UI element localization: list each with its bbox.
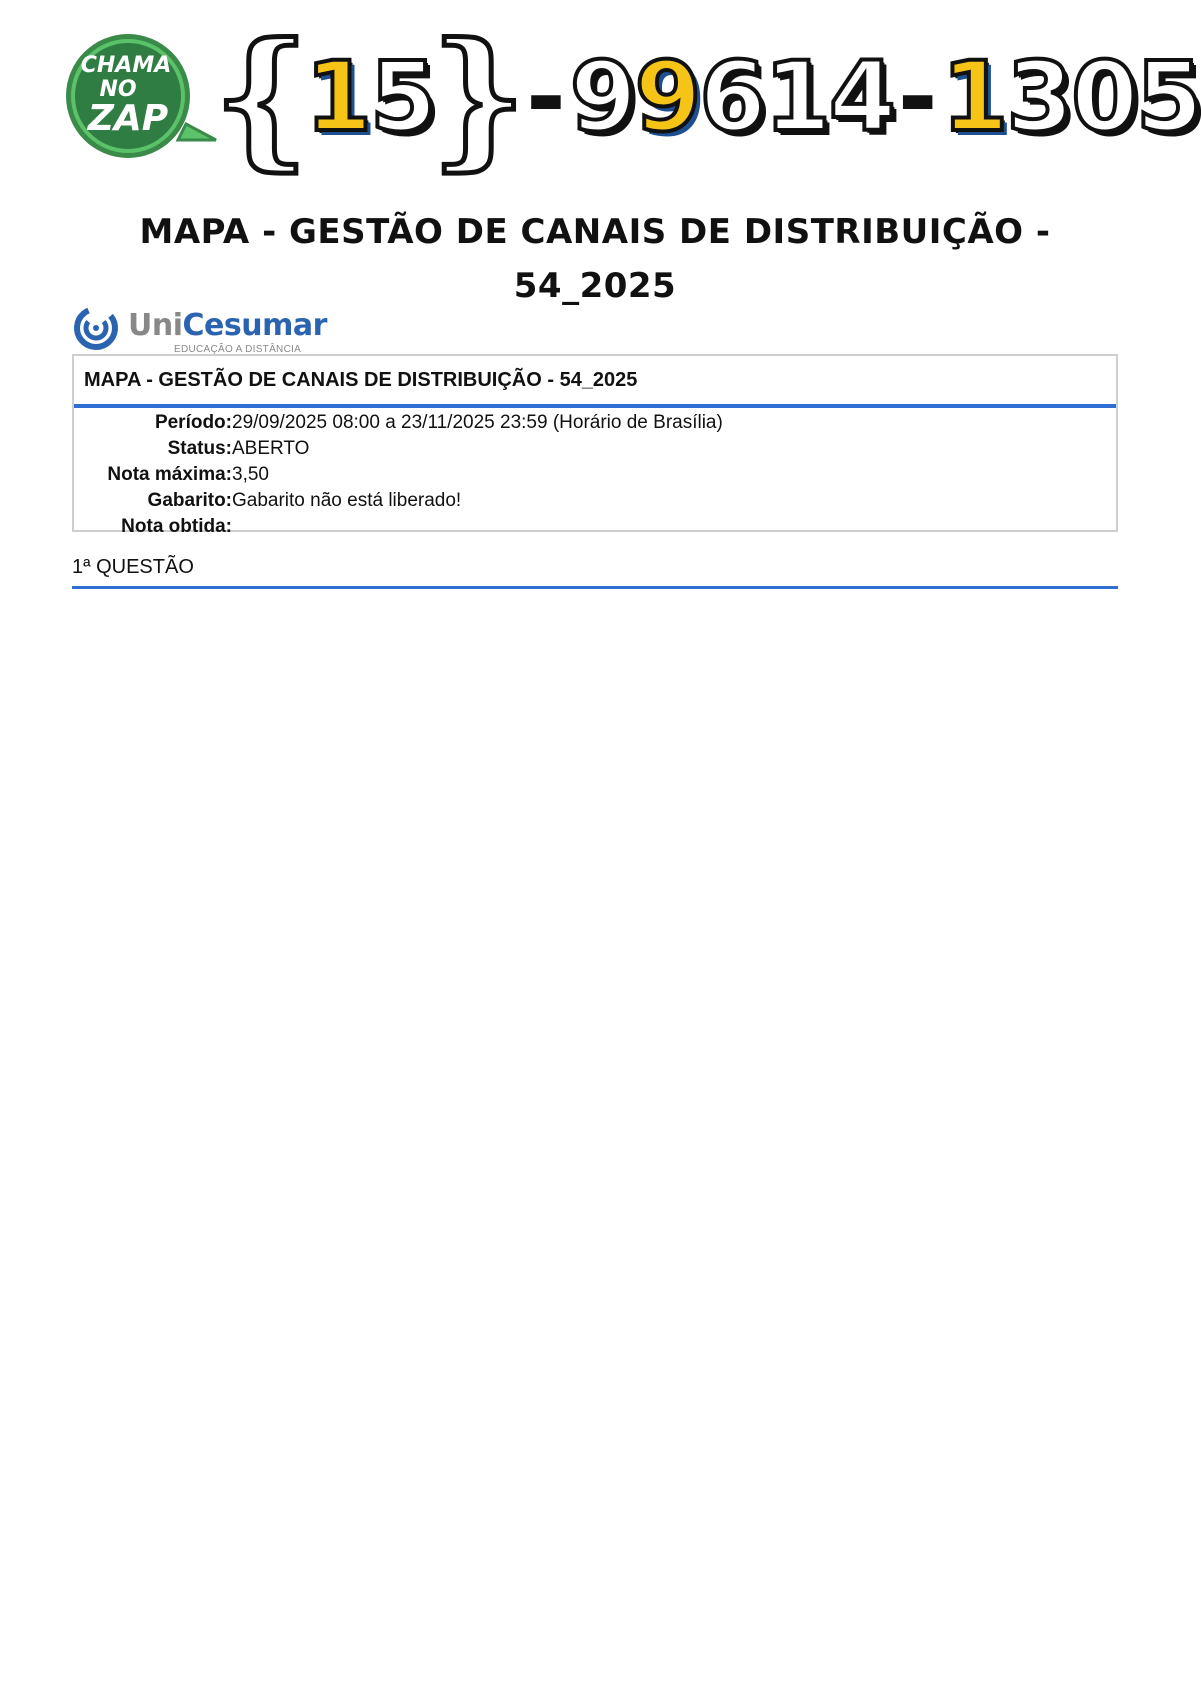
info-label: Nota obtida: [121,516,232,537]
area-digit: 5 [369,41,435,153]
badge-line1: CHAMA [80,53,172,78]
unicesumar-logo [72,304,327,356]
info-row-nota-maxima [74,462,1116,488]
info-value: Gabarito não está liberado! [232,490,462,511]
phone-digit: 0 [1071,41,1137,153]
info-rows [74,408,1116,540]
badge-line2: NO [99,77,137,102]
info-label: Período: [154,412,232,433]
phone-digit: 5 [1136,41,1201,153]
info-value: 3,50 [232,464,269,485]
phone-digit: 1 [764,41,829,153]
phone-digit: 9 [634,41,700,153]
info-label: Nota máxima: [107,464,232,485]
info-row-nota-obtida [74,514,1116,540]
logo-wordmark [128,308,327,343]
phone-digit: 3 [1006,41,1072,153]
chama-no-zap-badge [66,32,222,162]
phone-dash: - [897,41,938,153]
phone-dash: - [525,41,566,153]
document-title-line1: MAPA - GESTÃO DE CANAIS DE DISTRIBUIÇÃO - [139,212,1051,252]
phone-digit: 1 [941,41,1007,153]
question-header: 1ª QUESTÃO [72,556,1118,589]
promo-banner [66,10,1201,184]
phone-digit: 6 [699,41,765,153]
info-row-status [74,436,1116,462]
assignment-info-panel [72,354,1118,537]
unicesumar-logo-icon [72,306,122,350]
area-digit: 1 [305,41,370,153]
document-title-line2: 54_2025 [513,266,677,306]
info-value: ABERTO [232,438,310,459]
panel-header: MAPA - GESTÃO DE CANAIS DE DISTRIBUIÇÃO - 54_2025 [74,356,1116,408]
badge-line3: ZAP [87,98,169,139]
info-label: Gabarito: [147,490,232,511]
document-title [60,205,1130,313]
logo-uni: Uni [128,308,183,343]
logo-subtitle: EDUCAÇÃO A DISTÂNCIA [174,344,302,355]
phone-digit: 4 [829,41,894,153]
info-row-gabarito [74,488,1116,514]
phone-digit: 9 [569,41,635,153]
open-brace: { [214,10,310,184]
close-brace: } [430,10,526,184]
info-label: Status: [167,438,232,459]
logo-cesumar: Cesumar [182,308,327,343]
info-row-periodo [74,410,1116,436]
phone-number [214,10,1201,184]
info-value: 29/09/2025 08:00 a 23/11/2025 23:59 (Horário de Brasília) [232,412,723,433]
